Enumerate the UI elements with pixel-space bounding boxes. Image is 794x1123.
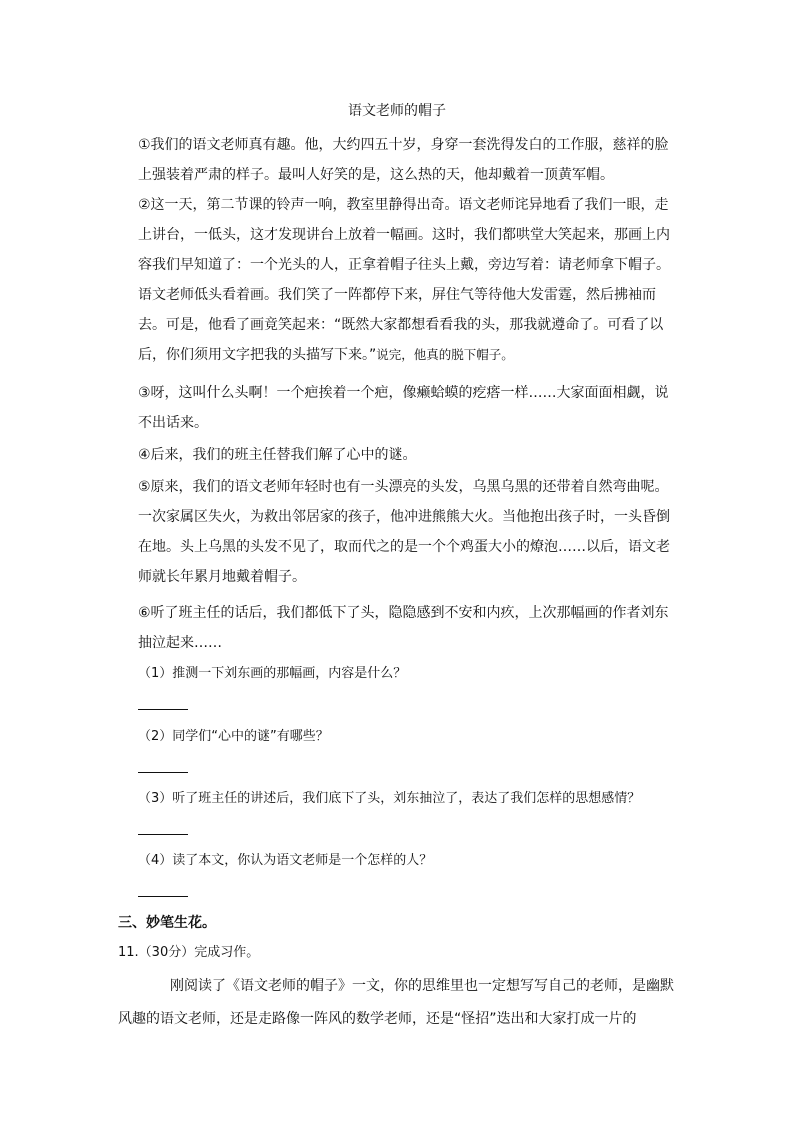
- question-4: （4）读了本文，你认为语文老师是一个怎样的人？: [138, 853, 433, 868]
- article-title: 语文老师的帽子: [348, 103, 446, 119]
- paragraph-5: ⑤原来，我们的语文老师年轻时也有一头漂亮的头发，乌黑乌黑的还带着自然弯曲呢。一次家属区失火，为救出邻居家的孩子，他冲进熊熊大火。当他抱出孩子时，一头昏倒在地。头上乌黑的头发不见了，取而代之的是一个个鸡蛋大小的燎泡……以后，语文老师就长年累月地戴着帽子。: [138, 479, 670, 585]
- item-11: 11.（30分）完成习作。: [118, 945, 260, 960]
- answer-blank-4[interactable]: [138, 896, 188, 897]
- paragraph-3: ③呀，这叫什么头啊！一个疤挨着一个疤，像癞蛤蟆的疙瘩一样……大家面面相觑，说不出话来。: [138, 385, 669, 431]
- section-heading: 三、妙笔生花。: [118, 915, 216, 931]
- paragraph-6: ⑥听了班主任的话后，我们都低下了头，隐隐感到不安和内疚，上次那幅画的作者刘东抽泣起来……: [138, 605, 669, 651]
- question-3: （3）听了班主任的讲述后，我们底下了头，刘东抽泣了，表达了我们怎样的思想感情？: [138, 791, 641, 806]
- writing-prompt: 刚阅读了《语文老师的帽子》一文，你的思维里也一定想写写自己的老师，是幽默风趣的语文老师，还是走路像一阵风的数学老师，还是“怪招”迭出和大家打成一片的: [118, 978, 674, 1027]
- paragraph-4: ④后来，我们的班主任替我们解了心中的谜。: [138, 447, 417, 463]
- paragraph-1: ①我们的语文老师真有趣。他，大约四五十岁，身穿一套洗得发白的工作服，慈祥的脸上强装着严肃的样子。最叫人好笑的是，这么热的天，他却戴着一顶黄军帽。: [138, 137, 669, 183]
- paragraph-2: [138, 190, 678, 370]
- answer-blank-1[interactable]: [138, 709, 188, 710]
- question-2: （2）同学们“心中的谜”有哪些？: [138, 729, 329, 744]
- question-1: （1）推测一下刘东画的那幅画，内容是什么？: [138, 666, 407, 681]
- answer-blank-2[interactable]: [138, 772, 188, 773]
- answer-blank-3[interactable]: [138, 834, 188, 835]
- paragraph-2-tail: 说完，他真的脱下帽子。: [376, 347, 514, 362]
- paragraph-2-main: ②这一天，第二节课的铃声一响，教室里静得出奇。语文老师诧异地看了我们一眼，走上讲台，一低头，这才发现讲台上放着一幅画。这时，我们都哄堂大笑起来，那画上内容我们早知道了：一个光头的人，正拿着帽子往头上戴，旁边写着：请老师拿下帽子。语文老师低头看着画。我们笑了一阵都停下来，屏住气等待他大发雷霆，然后拂袖而去。可是，他看了画竟笑起来：“既然大家都想看看我的头，那我就遵命了。可看了以后，你们须用文字把我的头描写下来。”: [138, 197, 670, 363]
